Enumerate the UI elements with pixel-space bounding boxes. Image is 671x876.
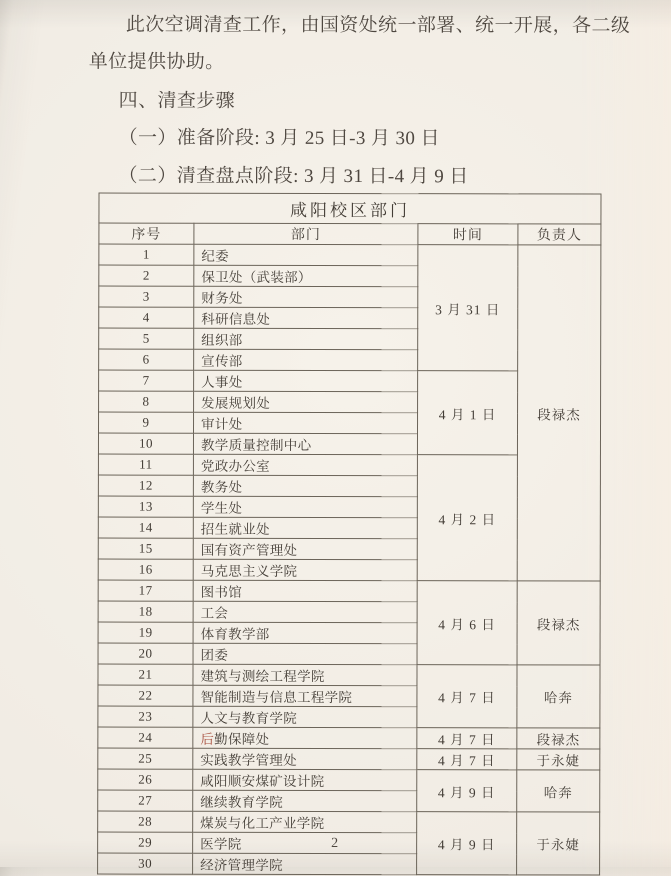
col-header-leader: 负责人 [518, 224, 601, 245]
row-number-cell: 12 [98, 475, 193, 496]
red-ink-character: 后 [200, 731, 215, 747]
department-cell: 咸阳顺安煤矿设计院 [193, 769, 417, 790]
row-number-cell: 10 [98, 433, 193, 454]
department-cell: 审计处 [194, 412, 418, 433]
department-cell: 保卫处（武装部） [194, 265, 418, 286]
leader-cell: 于永婕 [517, 749, 600, 770]
department-cell: 纪委 [194, 244, 418, 265]
step-inventory: （二）清查盘点阶段: 3 月 31 日-4 月 9 日 [118, 165, 469, 188]
table-row [98, 748, 600, 770]
table-row [98, 727, 600, 749]
leader-cell: 段禄杰 [517, 245, 601, 581]
department-cell: 经济管理学院 [193, 853, 417, 874]
row-number-cell: 25 [98, 748, 193, 769]
department-cell: 智能制造与信息工程学院 [193, 685, 417, 706]
department-cell: 科研信息处 [194, 307, 418, 328]
department-cell: 教学质量控制中心 [193, 433, 417, 454]
department-cell: 后勤保障处 [193, 727, 417, 748]
department-cell: 党政办公室 [193, 454, 417, 475]
section-heading: 四、清查步骤 [118, 90, 236, 112]
table-title: 咸阳校区部门 [99, 193, 601, 224]
department-cell: 马克思主义学院 [193, 559, 417, 580]
table-title-row [99, 193, 601, 224]
table-row [99, 244, 601, 266]
leader-cell: 段禄杰 [517, 581, 600, 665]
col-header-serial: 序号 [99, 223, 194, 244]
row-number-cell: 27 [98, 790, 193, 811]
department-cell: 招生就业处 [193, 517, 417, 538]
department-cell: 财务处 [194, 286, 418, 307]
department-cell: 人文与教育学院 [193, 706, 417, 727]
department-cell: 医学院 [193, 832, 417, 853]
table-header-row [99, 223, 601, 245]
department-cell: 实践教学管理处 [193, 748, 417, 769]
row-number-cell: 16 [98, 559, 193, 580]
time-cell: 4 月 6 日 [417, 581, 517, 665]
table-row [98, 580, 600, 602]
department-cell: 人事处 [194, 370, 418, 391]
time-cell: 4 月 1 日 [417, 371, 517, 455]
row-number-cell: 1 [99, 244, 194, 265]
department-cell: 建筑与测绘工程学院 [193, 664, 417, 685]
intro-line-2: 单位提供协助。 [88, 51, 225, 73]
campus-department-table [97, 193, 601, 876]
row-number-cell: 8 [99, 391, 194, 412]
col-header-department: 部门 [194, 223, 418, 244]
row-number-cell: 20 [98, 643, 193, 664]
campus-table-body [98, 244, 601, 875]
department-cell: 国有资产管理处 [193, 538, 417, 559]
row-number-cell: 9 [99, 412, 194, 433]
time-cell: 4 月 7 日 [417, 728, 517, 749]
department-cell: 发展规划处 [194, 391, 418, 412]
step-prepare: （一）准备阶段: 3 月 25 日-3 月 30 日 [118, 127, 440, 150]
department-cell: 组织部 [194, 328, 418, 349]
leader-cell: 于永婕 [517, 812, 600, 875]
row-number-cell: 18 [98, 601, 193, 622]
leader-cell: 哈奔 [517, 665, 600, 728]
row-number-cell: 30 [98, 853, 193, 874]
leader-cell: 哈奔 [517, 770, 600, 812]
department-cell: 煤炭与化工产业学院 [193, 811, 417, 832]
time-cell: 4 月 9 日 [417, 812, 517, 875]
row-number-cell: 2 [99, 265, 194, 286]
row-number-cell: 26 [98, 769, 193, 790]
department-cell: 教务处 [193, 475, 417, 496]
department-cell: 宣传部 [194, 349, 418, 370]
time-cell: 3 月 31 日 [418, 245, 518, 371]
row-number-cell: 15 [98, 538, 193, 559]
table-row [98, 769, 600, 791]
row-number-cell: 23 [98, 706, 193, 727]
row-number-cell: 5 [99, 328, 194, 349]
time-cell: 4 月 7 日 [417, 665, 517, 728]
time-cell: 4 月 2 日 [417, 455, 517, 581]
table-row [98, 811, 600, 833]
department-cell: 团委 [193, 643, 417, 664]
row-number-cell: 7 [99, 370, 194, 391]
time-cell: 4 月 9 日 [417, 770, 517, 812]
row-number-cell: 3 [99, 286, 194, 307]
row-number-cell: 24 [98, 727, 193, 748]
department-cell: 继续教育学院 [193, 790, 417, 811]
row-number-cell: 4 [99, 307, 194, 328]
row-number-cell: 11 [98, 454, 193, 475]
row-number-cell: 21 [98, 664, 193, 685]
row-number-cell: 6 [99, 349, 194, 370]
page-number: 2 [331, 835, 339, 852]
row-number-cell: 19 [98, 622, 193, 643]
intro-line-1: 此次空调清查工作，由国资处统一部署、统一开展，各二级 [125, 14, 631, 37]
department-cell: 图书馆 [193, 580, 417, 601]
row-number-cell: 22 [98, 685, 193, 706]
leader-cell: 段禄杰 [517, 728, 600, 749]
row-number-cell: 29 [98, 832, 193, 853]
department-cell: 体育教学部 [193, 622, 417, 643]
table-row [98, 664, 600, 686]
row-number-cell: 13 [98, 496, 193, 517]
row-number-cell: 14 [98, 517, 193, 538]
time-cell: 4 月 7 日 [417, 749, 517, 770]
department-cell: 学生处 [193, 496, 417, 517]
row-number-cell: 17 [98, 580, 193, 601]
row-number-cell: 28 [98, 811, 193, 832]
col-header-time: 时间 [418, 224, 518, 245]
department-cell: 工会 [193, 601, 417, 622]
